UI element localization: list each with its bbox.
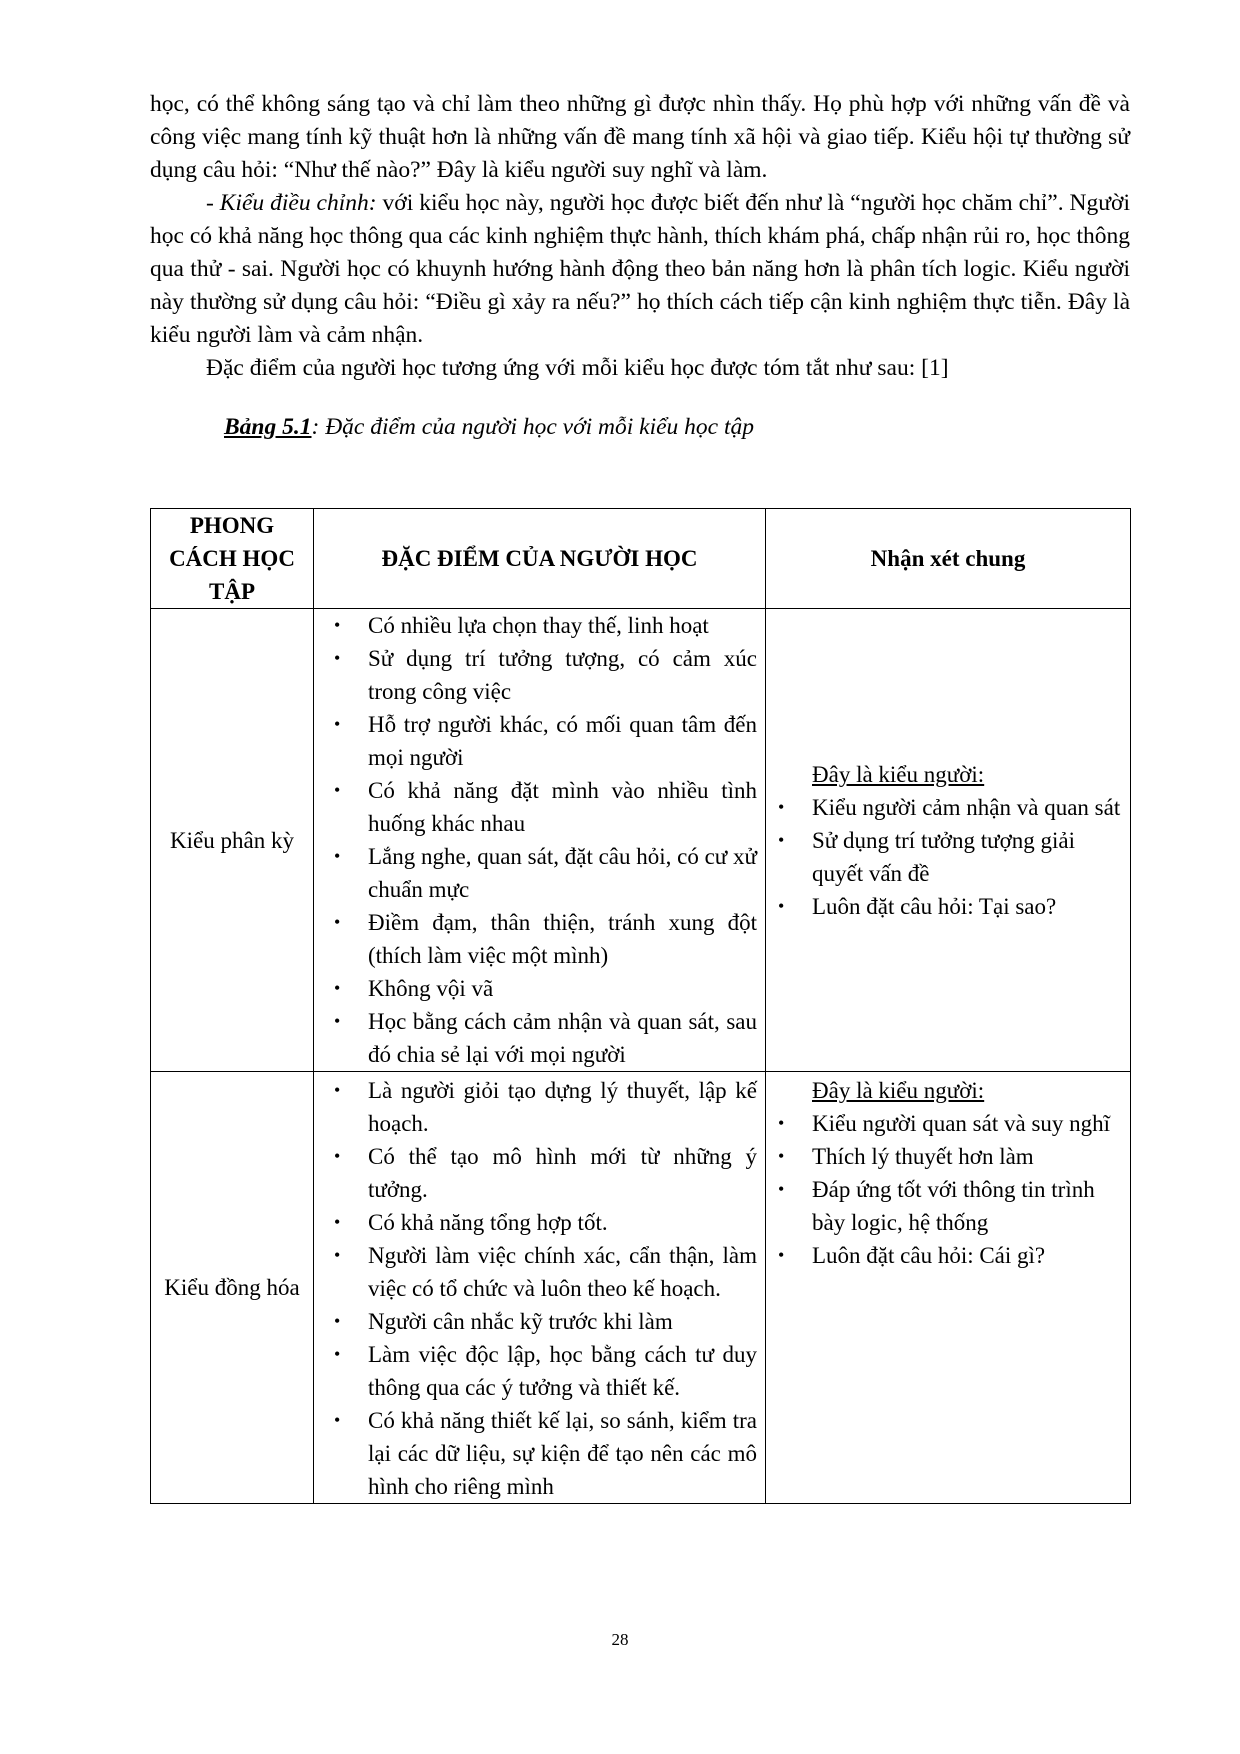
feature-item: • Người làm việc chính xác, cẩn thận, làm việc có tổ chức và luôn theo kế hoạch. (320, 1239, 757, 1305)
header-remarks: Nhận xét chung (766, 509, 1131, 609)
paragraph-2-label: - Kiểu điều chỉnh: (206, 190, 377, 216)
remarks-cell (766, 1072, 1131, 1504)
remark-item: • Sử dụng trí tưởng tượng giải quyết vấn đề (772, 824, 1124, 890)
feature-item: • Có khả năng đặt mình vào nhiều tình huống khác nhau (320, 774, 757, 840)
feature-item: • Có nhiều lựa chọn thay thế, linh hoạt (320, 609, 757, 642)
paragraph-1: học, có thể không sáng tạo và chỉ làm theo những gì được nhìn thấy. Họ phù hợp với những vấn đề và công việc mang tính kỹ thuật hơn là những vấn đề mang tính xã hội và giao tiếp. Kiểu hội tự thường sử dụng câu hỏi: “Như thế nào?” Đây là kiểu người suy nghĩ và làm. (150, 91, 1130, 183)
table-row (151, 609, 1131, 1072)
feature-item: • Lắng nghe, quan sát, đặt câu hỏi, có cư xử chuẩn mực (320, 840, 757, 906)
table-caption (224, 411, 1130, 444)
feature-item: • Sử dụng trí tưởng tượng, có cảm xúc trong công việc (320, 642, 757, 708)
feature-item: • Người cân nhắc kỹ trước khi làm (320, 1305, 757, 1338)
feature-item: • Có thể tạo mô hình mới từ những ý tưởng. (320, 1140, 757, 1206)
paragraph-2-text: với kiểu học này, người học được biết đến như là “người học chăm chỉ”. Người học có khả năng học thông qua các kinh nghiệm thực hành, thích khám phá, chấp nhận rủi ro, học thông qua thử - sai. Người học có khuynh hướng hành động theo bản năng hơn là phân tích logic. Kiểu người này thường sử dụng câu hỏi: “Điều gì xảy ra nếu?” họ thích cách tiếp cận kinh nghiệm thực tiễn. Đây là kiểu người làm và cảm nhận. (150, 190, 1130, 348)
table-header-row (151, 509, 1131, 609)
header-features: ĐẶC ĐIỂM CỦA NGƯỜI HỌC (314, 509, 766, 609)
features-cell (314, 1072, 766, 1504)
table-row (151, 1072, 1131, 1504)
feature-item: • Hỗ trợ người khác, có mối quan tâm đến mọi người (320, 708, 757, 774)
feature-item: • Có khả năng tổng hợp tốt. (320, 1206, 757, 1239)
remark-item: • Đáp ứng tốt với thông tin trình bày logic, hệ thống (772, 1173, 1124, 1239)
feature-item: • Điềm đạm, thân thiện, tránh xung đột (thích làm việc một mình) (320, 906, 757, 972)
remark-item: • Kiểu người quan sát và suy nghĩ (772, 1107, 1124, 1140)
remarks-cell (766, 609, 1131, 1072)
paragraph-3: Đặc điểm của người học tương ứng với mỗi kiểu học được tóm tắt như sau: [1] (206, 355, 949, 381)
feature-item: • Không vội vã (320, 972, 757, 1005)
table-caption-text: : Đặc điểm của người học với mỗi kiểu học tập (311, 414, 755, 440)
paragraph-2 (150, 187, 1130, 352)
feature-item: • Là người giỏi tạo dựng lý thuyết, lập kế hoạch. (320, 1074, 757, 1140)
feature-item: • Làm việc độc lập, học bằng cách tư duy thông qua các ý tưởng và thiết kế. (320, 1338, 757, 1404)
remark-item: • Kiểu người cảm nhận và quan sát (772, 791, 1124, 824)
feature-item: • Học bằng cách cảm nhận và quan sát, sau đó chia sẻ lại với mọi người (320, 1005, 757, 1071)
table-caption-label: Bảng 5.1 (224, 414, 312, 440)
style-cell: Kiểu phân kỳ (151, 609, 314, 1072)
remark-item: • Luôn đặt câu hỏi: Tại sao? (772, 890, 1124, 923)
remark-item: • Thích lý thuyết hơn làm (772, 1140, 1124, 1173)
remark-intro: Đây là kiểu người: (812, 761, 985, 787)
learning-styles-table (150, 508, 1131, 1504)
remark-intro: Đây là kiểu người: (812, 1078, 985, 1103)
feature-item: • Có khả năng thiết kế lại, so sánh, kiểm tra lại các dữ liệu, sự kiện để tạo nên các mô hình cho riêng mình (320, 1404, 757, 1503)
features-cell (314, 609, 766, 1072)
header-style: PHONG CÁCH HỌC TẬP (151, 509, 314, 609)
document-page (150, 88, 1130, 1499)
remark-item: • Luôn đặt câu hỏi: Cái gì? (772, 1239, 1124, 1272)
style-cell: Kiểu đồng hóa (151, 1072, 314, 1504)
page-number: 28 (611, 1630, 629, 1649)
